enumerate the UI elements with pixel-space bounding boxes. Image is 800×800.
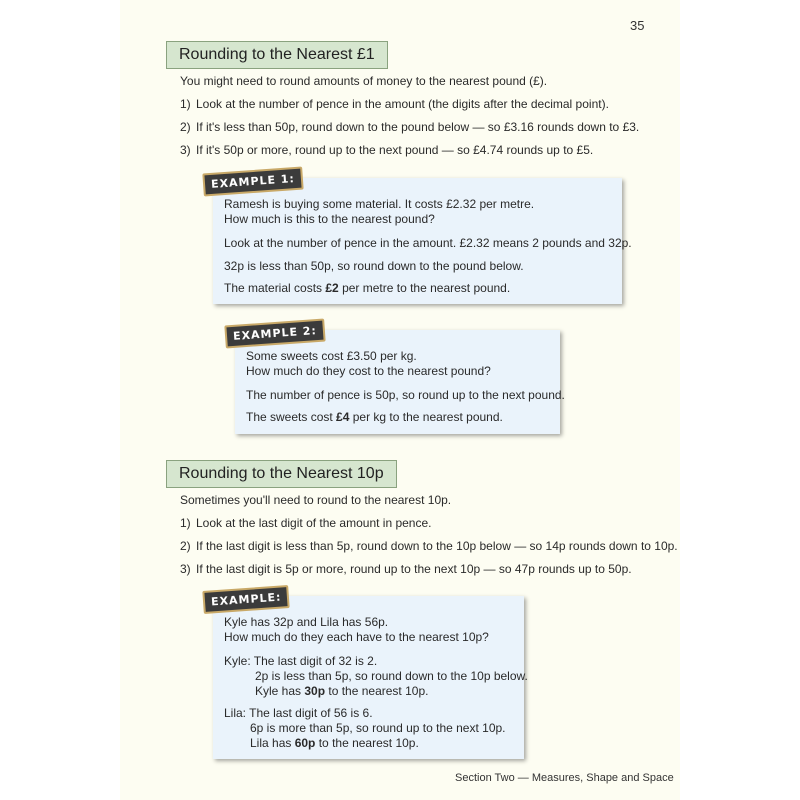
answer-value: £2: [325, 281, 339, 295]
example-10p-lila-line-1: Lila: The last digit of 56 is 6.: [224, 706, 373, 720]
step-number: 3): [180, 562, 191, 576]
section2-step-3: [180, 562, 632, 576]
example-1-working-1: Look at the number of pence in the amount. £2.32 means 2 pounds and 32p.: [224, 236, 632, 250]
example-10p-kyle-answer: [255, 684, 428, 698]
example-2-working-1: The number of pence is 50p, so round up to the next pound.: [246, 388, 565, 402]
example-10p-tag: EXAMPLE:: [202, 585, 290, 614]
section-heading-nearest-pound: Rounding to the Nearest £1: [166, 41, 388, 69]
answer-text: Lila has: [250, 736, 295, 750]
step-text: If the last digit is 5p or more, round up to the next 10p — so 47p rounds up to 50p.: [196, 562, 632, 576]
answer-text: The material costs: [224, 281, 326, 295]
example-2-answer: [246, 410, 503, 424]
page-number: 35: [630, 18, 645, 33]
example-10p-kyle-line-2: 2p is less than 5p, so round down to the 10p below.: [255, 669, 528, 683]
example-1-answer: [224, 281, 510, 295]
answer-text: per kg to the nearest pound.: [349, 410, 503, 424]
example-10p-question-line-2: How much do they each have to the nearest 10p?: [224, 630, 489, 644]
answer-text: to the nearest 10p.: [315, 736, 419, 750]
section-heading-nearest-10p: Rounding to the Nearest 10p: [166, 460, 397, 488]
answer-value: 60p: [294, 736, 316, 750]
example-1-question-line-1: Ramesh is buying some material. It costs £2.32 per metre.: [224, 197, 535, 211]
example-2-tag: EXAMPLE 2:: [224, 319, 325, 349]
example-10p-kyle-line-1: Kyle: The last digit of 32 is 2.: [224, 654, 378, 668]
example-2-question-line-1: Some sweets cost £3.50 per kg.: [246, 349, 417, 363]
example-1-working-2: 32p is less than 50p, so round down to the pound below.: [224, 259, 524, 273]
page-footer: Section Two — Measures, Shape and Space: [455, 772, 674, 784]
answer-text: The sweets cost: [246, 410, 337, 424]
step-text: Look at the number of pence in the amount (the digits after the decimal point).: [196, 97, 609, 111]
section2-step-1: [180, 516, 432, 530]
example-1-tag: EXAMPLE 1:: [202, 167, 303, 197]
answer-value: 30p: [304, 684, 326, 698]
section1-step-1: [180, 97, 609, 111]
answer-text: Kyle has: [255, 684, 305, 698]
answer-text: to the nearest 10p.: [325, 684, 429, 698]
step-number: 2): [180, 539, 191, 553]
step-text: If it's 50p or more, round up to the next pound — so £4.74 rounds up to £5.: [196, 143, 594, 157]
step-number: 2): [180, 120, 191, 134]
section2-step-2: [180, 539, 678, 553]
step-number: 1): [180, 97, 191, 111]
step-number: 3): [180, 143, 191, 157]
section1-step-3: [180, 143, 593, 157]
section2-intro: Sometimes you'll need to round to the nearest 10p.: [180, 493, 452, 507]
section1-intro: You might need to round amounts of money to the nearest pound (£).: [180, 74, 548, 88]
answer-value: £4: [336, 410, 350, 424]
step-text: If the last digit is less than 5p, round down to the 10p below — so 14p rounds down to 10p.: [196, 539, 678, 553]
step-number: 1): [180, 516, 191, 530]
example-2-question-line-2: How much do they cost to the nearest pound?: [246, 364, 491, 378]
example-10p-lila-line-2: 6p is more than 5p, so round up to the next 10p.: [250, 721, 506, 735]
section1-step-2: [180, 120, 639, 134]
example-10p-question-line-1: Kyle has 32p and Lila has 56p.: [224, 615, 389, 629]
example-10p-lila-answer: [250, 736, 419, 750]
answer-text: per metre to the nearest pound.: [338, 281, 511, 295]
step-text: If it's less than 50p, round down to the pound below — so £3.16 rounds down to £3.: [196, 120, 640, 134]
example-1-question-line-2: How much is this to the nearest pound?: [224, 212, 435, 226]
step-text: Look at the last digit of the amount in pence.: [196, 516, 432, 530]
